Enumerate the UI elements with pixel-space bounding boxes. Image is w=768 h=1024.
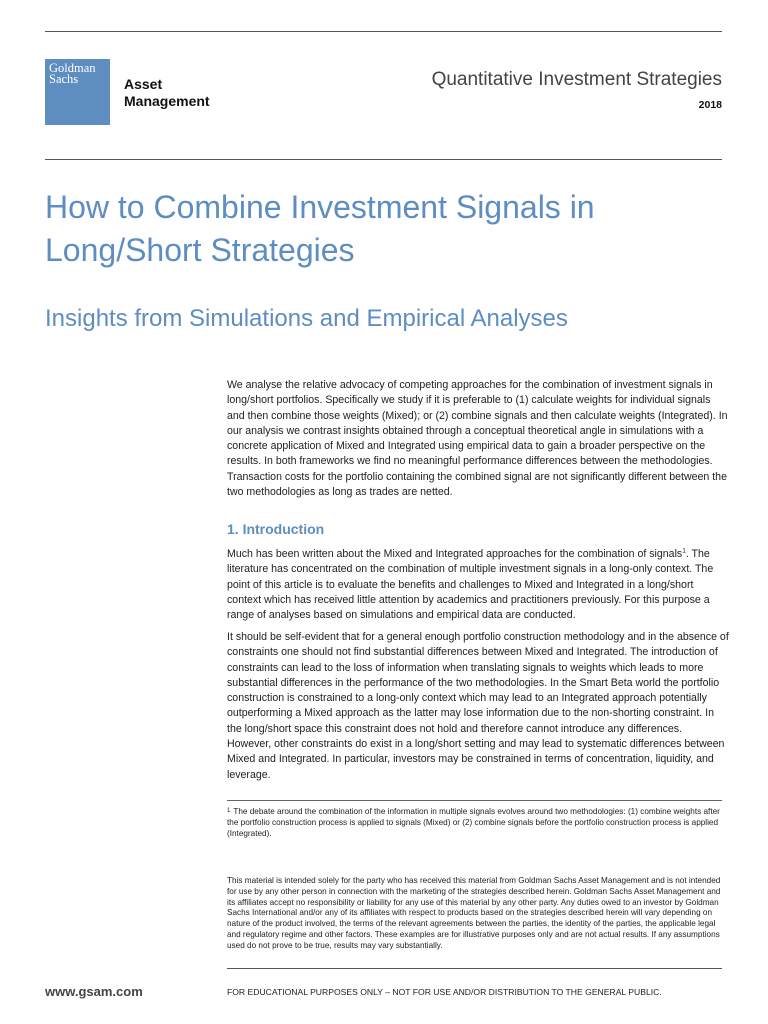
header-rule — [45, 159, 722, 160]
logo-text-line2: Management — [124, 93, 210, 109]
logo-box-line2: Sachs — [49, 72, 79, 86]
asset-management-wordmark — [124, 76, 210, 110]
educational-use-notice: FOR EDUCATIONAL PURPOSES ONLY – NOT FOR USE AND/OR DISTRIBUTION TO THE GENERAL PUBLIC. — [227, 987, 662, 997]
footnote-rule — [227, 800, 722, 801]
intro-paragraph-2 — [227, 630, 729, 783]
abstract-block — [227, 378, 729, 500]
intro-paragraph-1-text — [227, 547, 729, 623]
page-subtitle: Insights from Simulations and Empirical Analyses — [45, 305, 568, 332]
footnote — [227, 806, 727, 839]
website-link[interactable]: www.gsam.com — [45, 984, 143, 999]
page-title: How to Combine Investment Signals in Long/Short Strategies — [45, 189, 595, 268]
publication-year: 2018 — [698, 99, 722, 111]
intro-paragraph-2-text: It should be self-evident that for a general enough portfolio construction methodology and in the absence of constraints one should not find substantial differences between Mixed and Integrated. The introduction of constraints can lead to the loss of information when translating signals to weights which leads to more substantial differences in the performance of the two methodologies. In the Smart Beta world the portfolio construction is constrained to a long-only context which may lead to an Integrated approach potentially outperforming a Mixed approach as the latter may lose information due to the non-shorting constraint. In the long/short space this constraint does not hold and therefore cannot introduce any differences. However, other constraints do exist in a long/short setting and may lead to systematic differences between Mixed and Integrated. In particular, investors may be constrained in terms of concentration, liquidity, and leverage. — [227, 631, 729, 781]
intro-p1-lead: Much has been written about the Mixed and Integrated approaches for the combination of signals — [227, 548, 683, 560]
abstract-text: We analyse the relative advocacy of competing approaches for the combination of investment signals in long/short portfolios. Specifically we study if it is preferable to (1) calculate weights for individual signals and then combine those weights (Mixed); or (2) combine signals and then calculate weights (Integrated). In our analysis we contrast insights obtained through a conceptual theoretical angle in simulations with a concrete application of Mixed and Integrated using empirical data to gain a broader perspective on the results. In both frameworks we find no meaningful performance differences between the methodologies. Transaction costs for the portfolio containing the combined signal are not significantly different between the two methodologies as long as trades are netted. — [227, 379, 728, 499]
logo-text-line1: Asset — [124, 76, 163, 92]
footnote-text: The debate around the combination of the information in multiple signals evolves around two methodologies: (1) combine weights after the portfolio construction process is applied to signals (Mixed) or (2) combine signals before the portfolio construction process is applied (Integrated). — [227, 807, 720, 838]
series-title: Quantitative Investment Strategies — [431, 69, 722, 90]
section-heading-introduction: 1. Introduction — [227, 521, 325, 537]
top-rule — [45, 31, 722, 32]
footer-rule — [227, 968, 722, 969]
footnote-mark: 1 — [227, 808, 231, 814]
footnote-ref-1[interactable]: 1 — [682, 547, 686, 555]
disclaimer-text: This material is intended solely for the party who has received this material from Goldman Sachs Asset Management and is not intended for use by any other person in connection with the marketing of the strategies described herein. Goldman Sachs Asset Management and its affiliates accept no responsibility or liability for any use of this material by any other party. Any duties owed to an investor by Goldman Sachs International and/or any of its affiliates with respect to products based on the strategies described herein will vary depending on nature of the product involved, the terms of the relevant agreements between the parties, the identity of the parties, the applicable legal and regulatory regime and other factors. These examples are for illustrative purposes only and are not actual results. If any assumptions used do not prove to be true, results may vary substantially. — [227, 876, 721, 950]
intro-p1-rest: . The literature has concentrated on the combination of multiple investment signals in a long-only context. The point of this article is to evaluate the benefits and challenges to Mixed and Integrated in a long/short context which has received little attention by academics and practitioners previously. For this purpose a range of analyses based on simulations and empirical data are conducted. — [227, 548, 714, 622]
goldman-sachs-logo — [45, 59, 110, 125]
intro-paragraph-1 — [227, 547, 729, 623]
logo-box-line1: Goldman — [49, 61, 96, 75]
